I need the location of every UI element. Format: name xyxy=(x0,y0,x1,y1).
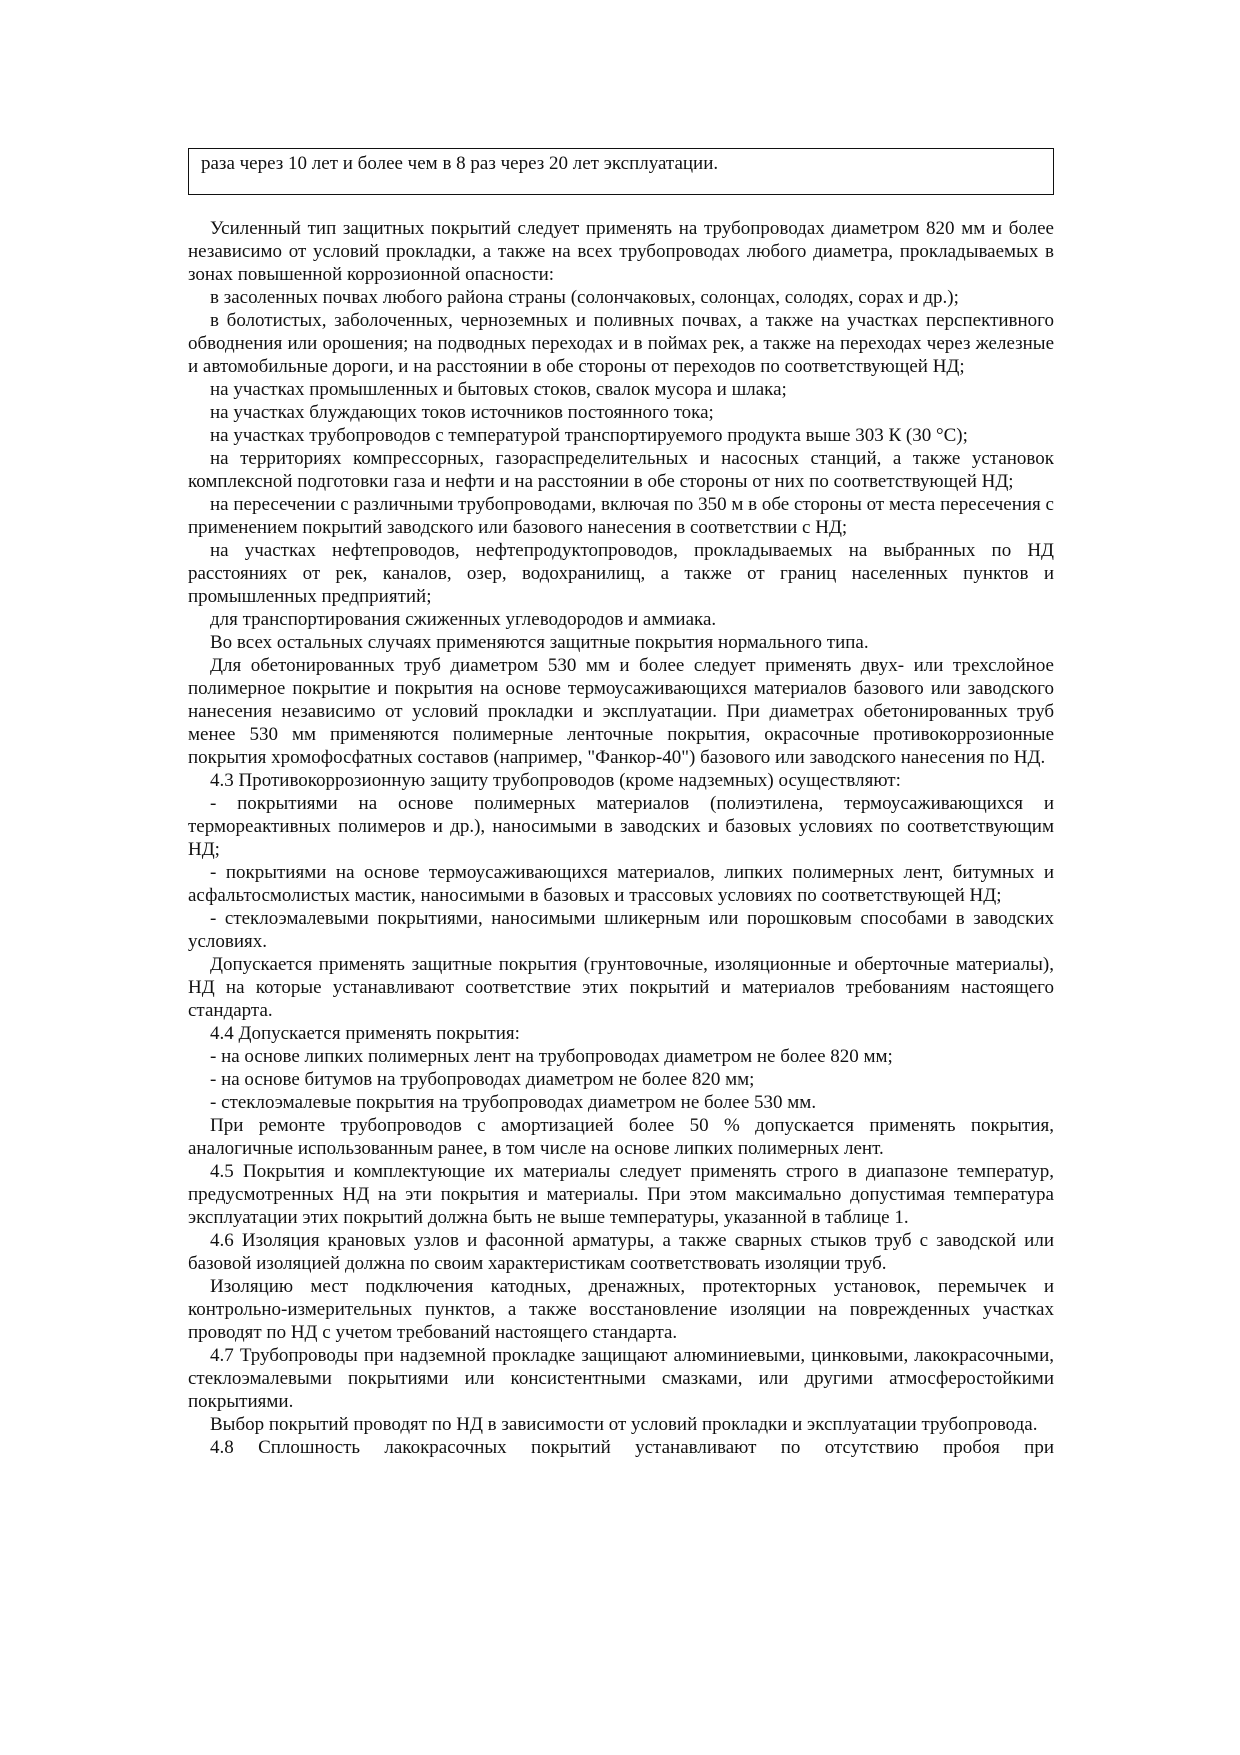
paragraph: 4.6 Изоляция крановых узлов и фасонной арматуры, а также сварных стыков труб с заводской или базовой изоляцией должна по своим характеристикам соответствовать изоляции труб. xyxy=(188,1230,1054,1274)
paragraph: на участках блуждающих токов источников постоянного тока; xyxy=(210,402,714,423)
paragraph: - стеклоэмалевые покрытия на трубопроводах диаметром не более 530 мм. xyxy=(210,1092,817,1113)
paragraph: на пересечении с различными трубопроводами, включая по 350 м в обе стороны от места пересечения с применением покрытий заводского или базового нанесения в соответствии с НД; xyxy=(188,494,1054,538)
paragraph: 4.3 Противокоррозионную защиту трубопроводов (кроме надземных) осуществляют: xyxy=(210,770,901,791)
paragraph: - стеклоэмалевыми покрытиями, наносимыми шликерным или порошковым способами в заводских условиях. xyxy=(188,908,1054,952)
paragraph: в болотистых, заболоченных, черноземных и поливных почвах, а также на участках перспективного обводнения или орошения; на подводных переходах и в поймах рек, а также на переходах через железные и автомобильные дороги, и на расстоянии в обе стороны от переходов по соответствующей НД; xyxy=(188,310,1054,377)
paragraph: на участках промышленных и бытовых стоков, свалок мусора и шлака; xyxy=(210,379,787,400)
paragraph: - покрытиями на основе полимерных материалов (полиэтилена, термоусаживающихся и термореактивных полимеров и др.), наносимыми в заводских и базовых условиях по соответствующим НД; xyxy=(188,793,1054,860)
paragraph: на участках трубопроводов с температурой транспортируемого продукта выше 303 К (30 °С); xyxy=(210,425,968,446)
paragraph: в засоленных почвах любого района страны (солончаковых, солонцах, солодях, сорах и др.); xyxy=(210,287,959,308)
paragraph: Выбор покрытий проводят по НД в зависимости от условий прокладки и эксплуатации трубопровода. xyxy=(210,1414,1038,1435)
paragraph: При ремонте трубопроводов с амортизацией более 50 % допускается применять покрытия, аналогичные использованным ранее, в том числе на основе липких полимерных лент. xyxy=(188,1115,1054,1159)
paragraph: 4.5 Покрытия и комплектующие их материалы следует применять строго в диапазоне температур, предусмотренных НД на эти покрытия и материалы. При этом максимально допустимая температура эксплуатации этих покрытий должна быть не выше температуры, указанной в таблице 1. xyxy=(188,1161,1054,1228)
table-fragment xyxy=(188,148,1054,195)
paragraph: - покрытиями на основе термоусаживающихся материалов, липких полимерных лент, битумных и асфальтосмолистых мастик, наносимыми в базовых и трассовых условиях по соответствующей НД; xyxy=(188,862,1054,906)
paragraph: Изоляцию мест подключения катодных, дренажных, протекторных установок, перемычек и контрольно-измерительных пунктов, а также восстановление изоляции на поврежденных участках проводят по НД с учетом требований настоящего стандарта. xyxy=(188,1276,1054,1343)
paragraph: Во всех остальных случаях применяются защитные покрытия нормального типа. xyxy=(210,632,869,653)
paragraph: на участках нефтепроводов, нефтепродуктопроводов, прокладываемых на выбранных по НД расстояниях от рек, каналов, озер, водохранилищ, а также от границ населенных пунктов и промышленных предприятий; xyxy=(188,540,1054,607)
paragraph: Для обетонированных труб диаметром 530 мм и более следует применять двух- или трехслойное полимерное покрытие и покрытия на основе термоусаживающихся материалов базового или заводского нанесения независимо от условий прокладки и эксплуатации. При диаметрах обетонированных труб менее 530 мм применяются полимерные ленточные покрытия, окрасочные противокоррозионные покрытия хромофосфатных составов (например, "Фанкор-40") базового или заводского нанесения по НД. xyxy=(188,655,1054,768)
paragraph: - на основе липких полимерных лент на трубопроводах диаметром не более 820 мм; xyxy=(210,1046,893,1067)
paragraph: 4.7 Трубопроводы при надземной прокладке защищают алюминиевыми, цинковыми, лакокрасочными, стеклоэмалевыми покрытиями или консистентными смазками, или другими атмосферостойкими покрытиями. xyxy=(188,1345,1054,1412)
paragraph: для транспортирования сжиженных углеводородов и аммиака. xyxy=(210,609,717,630)
document-page xyxy=(188,148,1054,1459)
table-cell-text: раза через 10 лет и более чем в 8 раз через 20 лет эксплуатации. xyxy=(201,153,719,174)
paragraph: Допускается применять защитные покрытия (грунтовочные, изоляционные и оберточные материалы), НД на которые устанавливают соответствие этих покрытий и материалов требованиям настоящего стандарта. xyxy=(188,954,1054,1021)
paragraph: на территориях компрессорных, газораспределительных и насосных станций, а также установок комплексной подготовки газа и нефти и на расстоянии в обе стороны от них по соответствующей НД; xyxy=(188,448,1054,492)
paragraph: 4.8 Сплошность лакокрасочных покрытий устанавливают по отсутствию пробоя при xyxy=(210,1437,1054,1458)
paragraph: - на основе битумов на трубопроводах диаметром не более 820 мм; xyxy=(210,1069,755,1090)
paragraph: 4.4 Допускается применять покрытия: xyxy=(210,1023,520,1044)
paragraph: Усиленный тип защитных покрытий следует применять на трубопроводах диаметром 820 мм и более независимо от условий прокладки, а также на всех трубопроводах любого диаметра, прокладываемых в зонах повышенной коррозионной опасности: xyxy=(188,218,1054,285)
body-text xyxy=(188,217,1054,1459)
